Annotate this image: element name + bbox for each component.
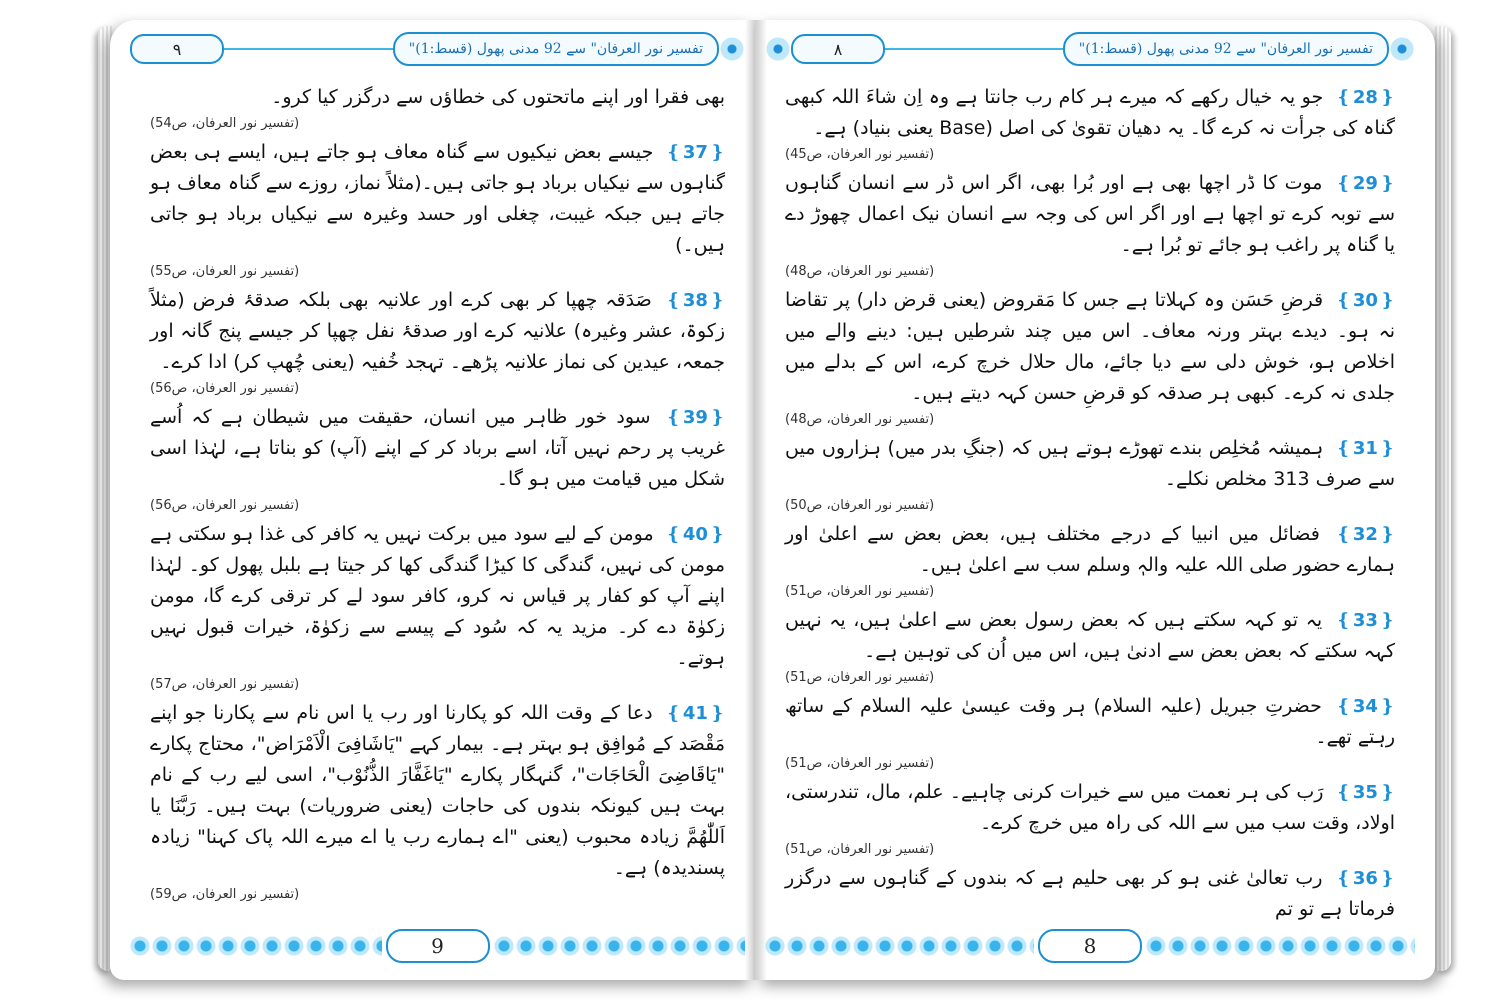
right-page-text — [785, 82, 1395, 927]
paragraph-text: ہمیشہ مُخلِص بندے تھوڑے ہوتے ہیں کہ (جنگِ بدر میں) ہزاروں میں سے صرف 313 مخلص نکلے۔ — [785, 437, 1395, 490]
paragraph-text: قرضِ حَسَن وہ کہلاتا ہے جس کا مَقروض (یعنی قرض دار) پر تقاضا نہ ہو۔ دیدے بہتر ورنہ معاف۔ اس میں چند شرطیں ہیں: دینے والے میں اخلاص ہو، خوش دلی سے دیا جائے، مال حلال خرچ کرے، اس کے بدلے میں جلدی نہ کرے۔ کبھی ہر صدقہ کو قرضِ حسن کہہ دیتے ہیں۔ — [785, 289, 1395, 404]
paragraph-reference: (تفسیر نور العرفان، ص48) — [785, 412, 935, 427]
left-page-text — [150, 82, 725, 908]
paragraph — [785, 433, 1395, 517]
book-spine-shadow — [745, 20, 767, 980]
paragraph-reference: (تفسیر نور العرفان، ص51) — [785, 670, 935, 685]
paragraph-reference: (تفسیر نور العرفان، ص57) — [150, 677, 300, 692]
right-page-header — [765, 30, 1415, 68]
paragraph-text: سود خور ظاہر میں انسان، حقیقت میں شیطان ہے کہ اُسے غریب پر رحم نہیں آتا، اسے برباد کر کے اپنے (آپ) کو بناتا ہے، لہٰذا اسی شکل میں قیامت میں ہو گا۔ — [150, 406, 725, 490]
paragraph-number: ❴ 32 ❵ — [1336, 519, 1395, 550]
paragraph — [785, 777, 1395, 861]
right-page-footer — [765, 926, 1415, 966]
paragraph — [150, 285, 725, 400]
paragraph-number: ❴ 35 ❵ — [1336, 777, 1395, 808]
floral-border-ornament — [130, 931, 382, 961]
paragraph-text: بھی فقرا اور اپنے ماتحتوں کی خطاؤں سے درگزر کیا کرو۔ — [271, 86, 725, 108]
flower-ornament-icon — [719, 36, 745, 62]
paragraph — [785, 168, 1395, 283]
paragraph-number: ❴ 41 ❵ — [666, 698, 725, 729]
paragraph-text: جو یہ خیال رکھے کہ میرے ہر کام رب جانتا ہے وہ اِن شاءَ اللہ کبھی گناہ کی جرأت نہ کرے گا۔ یہ دھیان تقویٰ کی اصل (Base یعنی بنیاد) ہے۔ — [785, 86, 1395, 139]
paragraph-reference: (تفسیر نور العرفان، ص50) — [785, 498, 935, 513]
paragraph-text: فضائل میں انبیا کے درجے مختلف ہیں، بعض بعض سے اعلیٰ اور ہمارے حضور صلی اللہ علیہ والہٖ وسلم سب سے اعلیٰ ہیں۔ — [785, 523, 1395, 576]
paragraph-text: دعا کے وقت اللہ کو پکارنا اور رب یا اس نام سے پکارنا جو اپنے مَقْصَد کے مُوافِق ہو بہتر ہے۔ بیمار کہے "یَاشَافِیَ الْاَمْرَاض"، محتاج پکارے "یَاقَاضِیَ الْحَاجَات"، گنہگار پکارے "یَاغَفَّارَ الذُّنُوْب"، اسی لیے رب کے نام بہت ہیں کیونکہ بندوں کی حاجات (یعنی ضروریات) بہت ہیں۔ رَبَّنَا یا اَللّٰھُمَّ زیادہ محبوب (یعنی "اے ہمارے رب یا اے میرے اللہ پاک کہنا" زیادہ پسندیدہ) ہے۔ — [150, 702, 725, 879]
paragraph-text: مومن کے لیے سود میں برکت نہیں یہ کافر کی غذا ہو سکتی ہے مومن کی نہیں، گندگی کا کیڑا گندگی کھا کر جیتا ہے بلبل پھول کو۔ لہٰذا اپنے آپ کو کفار پر قیاس نہ کرو، کافر سود لے کر ترقی کرے گا، مومن زکوٰۃ دے کر۔ مزید یہ کہ سُود کے پیسے سے زکوٰۃ، خیرات قبول نہیں ہوتے۔ — [150, 523, 725, 669]
paragraph-text: موت کا ڈر اچھا بھی ہے اور بُرا بھی، اگر اس ڈر سے انسان گناہوں سے توبہ کرے تو اچھا ہے اور اگر اس کی وجہ سے انسان نیک اعمال چھوڑ دے یا گناہ پر راغب ہو جائے تو بُرا ہے۔ — [785, 172, 1395, 256]
paragraph-reference: (تفسیر نور العرفان، ص51) — [785, 584, 935, 599]
paragraph-text: جیسے بعض نیکیوں سے گناہ معاف ہو جاتے ہیں، ایسے ہی بعض گناہوں سے نیکیاں برباد ہو جاتی ہیں۔(مثلاً نماز، روزے سے گناہ معاف ہو جاتے ہیں جبکہ غیبت، چغلی اور حسد وغیرہ سے نیکیاں برباد ہو جاتی ہیں۔) — [150, 141, 725, 256]
paragraph-reference: (تفسیر نور العرفان، ص56) — [150, 381, 300, 396]
paragraph — [785, 519, 1395, 603]
left-page-header — [130, 30, 745, 68]
paragraph-number: ❴ 28 ❵ — [1336, 82, 1395, 113]
paragraph — [785, 691, 1395, 775]
paragraph — [785, 863, 1395, 925]
right-header-title: "تفسیر نور العرفان" سے 92 مدنی پھول (قسط:1) — [1063, 32, 1389, 66]
flower-ornament-icon — [765, 36, 791, 62]
paragraph-reference: (تفسیر نور العرفان، ص59) — [150, 887, 300, 902]
paragraph-reference: (تفسیر نور العرفان، ص51) — [785, 756, 935, 771]
floral-border-ornament — [1146, 931, 1415, 961]
left-page — [110, 20, 755, 980]
paragraph-number: ❴ 30 ❵ — [1336, 285, 1395, 316]
floral-border-ornament — [765, 931, 1034, 961]
left-header-title: "تفسیر نور العرفان" سے 92 مدنی پھول (قسط:1) — [393, 32, 719, 66]
paragraph — [150, 137, 725, 283]
paragraph-number: ❴ 36 ❵ — [1336, 863, 1395, 894]
right-page — [755, 20, 1435, 980]
paragraph-number: ❴ 31 ❵ — [1336, 433, 1395, 464]
flower-ornament-icon — [1389, 36, 1415, 62]
paragraph-text: رَب کی ہر نعمت میں سے خیرات کرنی چاہیے۔ علم، مال، تندرستی، اولاد، وقت سب میں سے اللہ کی راہ میں خرچ کرے۔ — [785, 781, 1395, 834]
header-line — [224, 48, 393, 50]
paragraph-number: ❴ 34 ❵ — [1336, 691, 1395, 722]
right-page-edges — [1435, 26, 1451, 971]
header-line — [885, 48, 1063, 50]
paragraph-number: ❴ 40 ❵ — [666, 519, 725, 550]
right-footer-page-number: 8 — [1038, 929, 1142, 963]
paragraph-number: ❴ 37 ❵ — [666, 137, 725, 168]
paragraph — [150, 698, 725, 906]
paragraph-number: ❴ 39 ❵ — [666, 402, 725, 433]
paragraph — [785, 82, 1395, 166]
right-header-page-number: ۸ — [791, 34, 885, 64]
paragraph — [785, 605, 1395, 689]
paragraph-number: ❴ 38 ❵ — [666, 285, 725, 316]
paragraph — [150, 82, 725, 135]
paragraph — [150, 519, 725, 696]
left-page-footer — [130, 926, 745, 966]
paragraph — [785, 285, 1395, 431]
paragraph-reference: (تفسیر نور العرفان، ص56) — [150, 498, 300, 513]
floral-border-ornament — [494, 931, 746, 961]
paragraph-number: ❴ 29 ❵ — [1336, 168, 1395, 199]
paragraph-reference: (تفسیر نور العرفان، ص48) — [785, 264, 935, 279]
paragraph-text: صَدَقہ چھپا کر بھی کرے اور علانیہ بھی بلکہ صدقۂ فرض (مثلاً زکوۃ، عشر وغیرہ) علانیہ کرے اور صدقۂ نفل چھپا کر جیسے پنج گانہ اور جمعہ، عیدین کی نماز علانیہ پڑھے۔ تہجد خُفیہ (یعنی چُھپ کر) ادا کرے۔ — [150, 289, 725, 373]
paragraph-text: حضرتِ جبریل (علیہ السلام) ہر وقت عیسیٰ علیہ السلام کے ساتھ رہتے تھے۔ — [785, 695, 1395, 748]
paragraph-reference: (تفسیر نور العرفان، ص45) — [785, 147, 935, 162]
paragraph-text: رب تعالیٰ غنی ہو کر بھی حلیم ہے کہ بندوں کے گناہوں سے درگزر فرماتا ہے تو تم — [785, 867, 1395, 920]
paragraph-number: ❴ 33 ❵ — [1336, 605, 1395, 636]
left-footer-page-number: 9 — [386, 929, 490, 963]
paragraph-reference: (تفسیر نور العرفان، ص51) — [785, 842, 935, 857]
left-header-page-number: ۹ — [130, 34, 224, 64]
paragraph-reference: (تفسیر نور العرفان، ص54) — [150, 116, 300, 131]
paragraph-reference: (تفسیر نور العرفان، ص55) — [150, 264, 300, 279]
paragraph — [150, 402, 725, 517]
paragraph-text: یہ تو کہہ سکتے ہیں کہ بعض رسول بعض سے اعلیٰ ہیں، یہ نہیں کہہ سکتے کہ بعض بعض سے ادنیٰ ہیں، اس میں اُن کی توہین ہے۔ — [785, 609, 1395, 662]
